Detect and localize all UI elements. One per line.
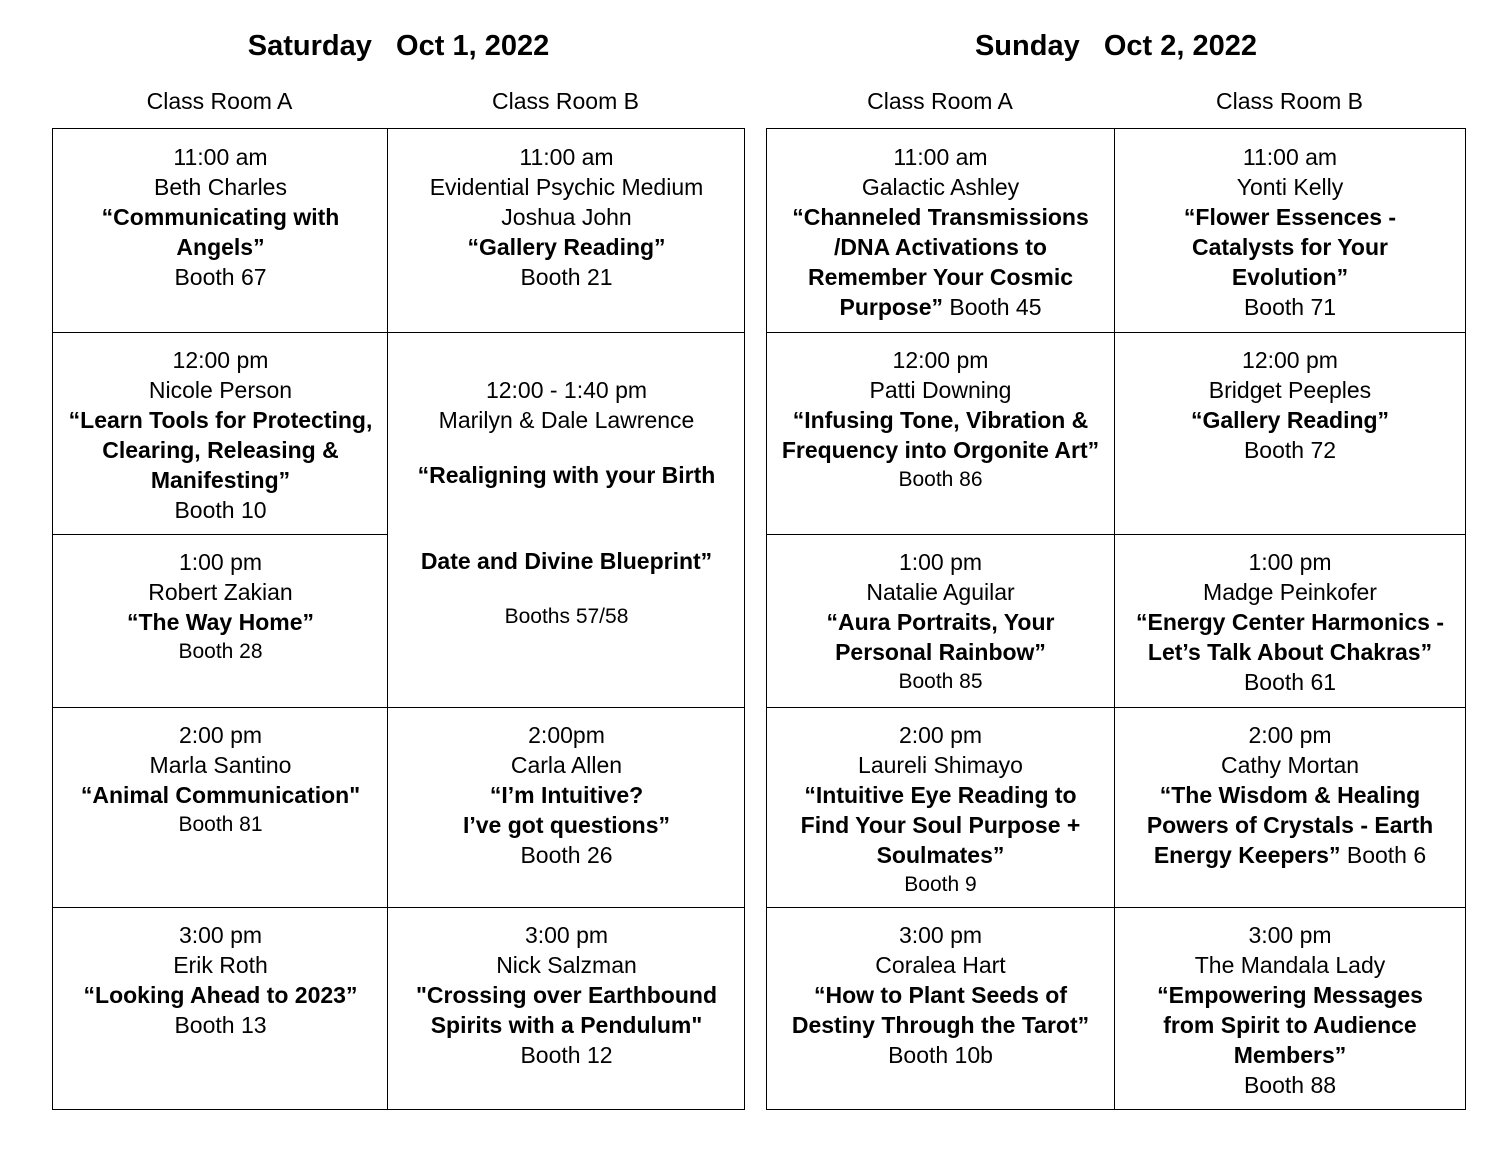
session-title: “Aura Portraits, Your Personal Rainbow” bbox=[826, 609, 1055, 665]
session-booth: Booth 71 bbox=[1243, 294, 1337, 320]
session-time: 1:00 pm bbox=[898, 549, 983, 575]
session-title: “Gallery Reading” bbox=[1190, 407, 1390, 433]
session-cell-sun-b-1500 bbox=[1115, 907, 1465, 1109]
session-title-block bbox=[767, 202, 1114, 322]
session-title-block bbox=[1115, 780, 1465, 870]
session-cell-sat-b-1500 bbox=[388, 907, 745, 1109]
session-presenter: The Mandala Lady bbox=[1194, 952, 1386, 978]
session-presenter: Carla Allen bbox=[510, 752, 623, 778]
session-presenter: Nicole Person bbox=[148, 377, 293, 403]
session-time: 11:00 am bbox=[519, 144, 614, 170]
session-time: 12:00 - 1:40 pm bbox=[485, 377, 648, 403]
session-booth: Booth 81 bbox=[178, 813, 263, 836]
sunday-room-b-label: Class Room B bbox=[1216, 88, 1363, 114]
session-booth: Booth 86 bbox=[898, 468, 983, 491]
saturday-room-b-label: Class Room B bbox=[492, 88, 639, 114]
session-cell-sun-a-1300 bbox=[767, 534, 1114, 707]
session-title: “Learn Tools for Protecting, Clearing, Releasing & Manifesting” bbox=[68, 407, 373, 493]
session-presenter: Evidential Psychic Medium bbox=[429, 174, 704, 200]
session-presenter: Marla Santino bbox=[149, 752, 292, 778]
session-cell-sun-a-1200 bbox=[767, 332, 1114, 534]
session-time: 2:00pm bbox=[528, 722, 605, 748]
session-time: 11:00 am bbox=[173, 144, 268, 170]
session-cell-sun-a-1400 bbox=[767, 707, 1114, 907]
session-time: 12:00 pm bbox=[892, 347, 989, 373]
session-booth: Booth 21 bbox=[520, 264, 613, 290]
session-title: "Crossing over Earthbound Spirits with a Pendulum" bbox=[416, 982, 717, 1038]
session-presenter: Patti Downing bbox=[869, 377, 1012, 403]
session-cell-sat-a-1500 bbox=[53, 907, 388, 1109]
session-title: “Looking Ahead to 2023” bbox=[83, 982, 358, 1008]
session-cell-sun-a-1100 bbox=[767, 129, 1114, 332]
session-title: “Channeled Transmissions /DNA Activations to Remember Your Cosmic Purpose” bbox=[792, 204, 1089, 320]
session-title: “Gallery Reading” bbox=[467, 234, 666, 260]
session-title: “Flower Essences - Catalysts for Your Evolution” bbox=[1183, 204, 1397, 290]
session-booth: Booth 61 bbox=[1243, 669, 1337, 695]
session-presenter: Cathy Mortan bbox=[1220, 752, 1360, 778]
saturday-room-a-label: Class Room A bbox=[146, 88, 293, 114]
session-cell-sun-b-1100 bbox=[1115, 129, 1465, 332]
session-booth: Booth 9 bbox=[904, 873, 977, 896]
session-booth: Booth 26 bbox=[520, 842, 613, 868]
session-presenter: Bridget Peeples bbox=[1208, 377, 1372, 403]
session-title: “The Wisdom & Healing Powers of Crystals - Earth Energy Keepers” bbox=[1146, 782, 1434, 868]
session-booth: Booths 57/58 bbox=[504, 605, 629, 628]
session-time: 11:00 am bbox=[1242, 144, 1338, 170]
session-cell-sat-a-1400 bbox=[53, 707, 388, 907]
session-time: 2:00 pm bbox=[178, 722, 263, 748]
session-time: 12:00 pm bbox=[172, 347, 269, 373]
session-cell-sun-b-1200 bbox=[1115, 332, 1465, 534]
session-booth: Booth 28 bbox=[178, 640, 263, 663]
session-title: “The Way Home” bbox=[126, 609, 314, 635]
session-presenter: Natalie Aguilar bbox=[866, 579, 1015, 605]
session-cell-sun-b-1400 bbox=[1115, 707, 1465, 907]
session-title-line-2: Date and Divine Blueprint” bbox=[420, 548, 713, 574]
saturday-title: Saturday Oct 1, 2022 bbox=[247, 30, 550, 62]
session-booth: Booth 45 bbox=[949, 294, 1042, 320]
session-time: 1:00 pm bbox=[1248, 549, 1332, 575]
session-cell-sat-b-1200 bbox=[388, 332, 745, 707]
sunday-room-a-label: Class Room A bbox=[867, 88, 1013, 114]
session-time: 3:00 pm bbox=[898, 922, 983, 948]
session-cell-sat-b-1400 bbox=[388, 707, 745, 907]
session-booth: Booth 85 bbox=[898, 670, 983, 693]
session-presenter: Yonti Kelly bbox=[1236, 174, 1344, 200]
sunday-schedule-table bbox=[766, 128, 1466, 1110]
session-time: 2:00 pm bbox=[1248, 722, 1332, 748]
session-cell-sat-a-1200 bbox=[53, 332, 388, 534]
session-cell-sat-a-1300 bbox=[53, 534, 388, 707]
session-time: 3:00 pm bbox=[1248, 922, 1332, 948]
session-presenter: Laureli Shimayo bbox=[858, 752, 1023, 778]
session-title: “Infusing Tone, Vibration & Frequency into Orgonite Art” bbox=[781, 407, 1100, 463]
session-time: 1:00 pm bbox=[178, 549, 263, 575]
session-presenter: Madge Peinkofer bbox=[1203, 579, 1377, 605]
session-title: “How to Plant Seeds of Destiny Through the Tarot” bbox=[791, 982, 1090, 1038]
session-booth: Booth 10 bbox=[174, 497, 267, 523]
session-presenter: Robert Zakian bbox=[148, 579, 293, 605]
session-title: “Communicating with Angels” bbox=[101, 204, 340, 260]
session-presenter: Coralea Hart bbox=[875, 952, 1006, 978]
session-time: 3:00 pm bbox=[524, 922, 609, 948]
session-booth: Booth 12 bbox=[520, 1042, 613, 1068]
session-time: 2:00 pm bbox=[898, 722, 983, 748]
session-presenter: Beth Charles bbox=[154, 174, 287, 200]
session-time: 3:00 pm bbox=[178, 922, 263, 948]
session-booth: Booth 88 bbox=[1243, 1072, 1337, 1098]
session-presenter: Erik Roth bbox=[173, 952, 268, 978]
sunday-title: Sunday Oct 2, 2022 bbox=[974, 30, 1258, 62]
session-title-line-1: “I’m Intuitive? bbox=[489, 782, 644, 808]
session-presenter-name: Joshua John bbox=[501, 204, 632, 230]
session-title: “Intuitive Eye Reading to Find Your Soul Purpose + Soulmates” bbox=[800, 782, 1081, 868]
session-booth: Booth 72 bbox=[1243, 437, 1337, 463]
session-booth: Booth 13 bbox=[174, 1012, 267, 1038]
session-presenter: Nick Salzman bbox=[496, 952, 637, 978]
session-title: “Empowering Messages from Spirit to Audience Members” bbox=[1157, 982, 1423, 1068]
session-booth: Booth 6 bbox=[1346, 842, 1427, 868]
session-cell-sat-b-1100 bbox=[388, 129, 745, 332]
session-cell-sat-a-1100 bbox=[53, 129, 388, 332]
session-title-line-1: “Realigning with your Birth bbox=[417, 462, 716, 488]
session-title-line-2: I’ve got questions” bbox=[462, 812, 671, 838]
saturday-schedule-table bbox=[52, 128, 745, 1110]
session-cell-sun-b-1300 bbox=[1115, 534, 1465, 707]
session-time: 11:00 am bbox=[893, 144, 988, 170]
session-booth: Booth 67 bbox=[174, 264, 267, 290]
session-title: “Animal Communication" bbox=[80, 782, 361, 808]
session-presenter: Galactic Ashley bbox=[861, 174, 1020, 200]
session-title: “Energy Center Harmonics - Let’s Talk About Chakras” bbox=[1135, 609, 1445, 665]
session-time: 12:00 pm bbox=[1242, 347, 1338, 373]
session-booth: Booth 10b bbox=[888, 1042, 993, 1068]
session-cell-sun-a-1500 bbox=[767, 907, 1114, 1109]
session-presenter: Marilyn & Dale Lawrence bbox=[438, 407, 695, 433]
